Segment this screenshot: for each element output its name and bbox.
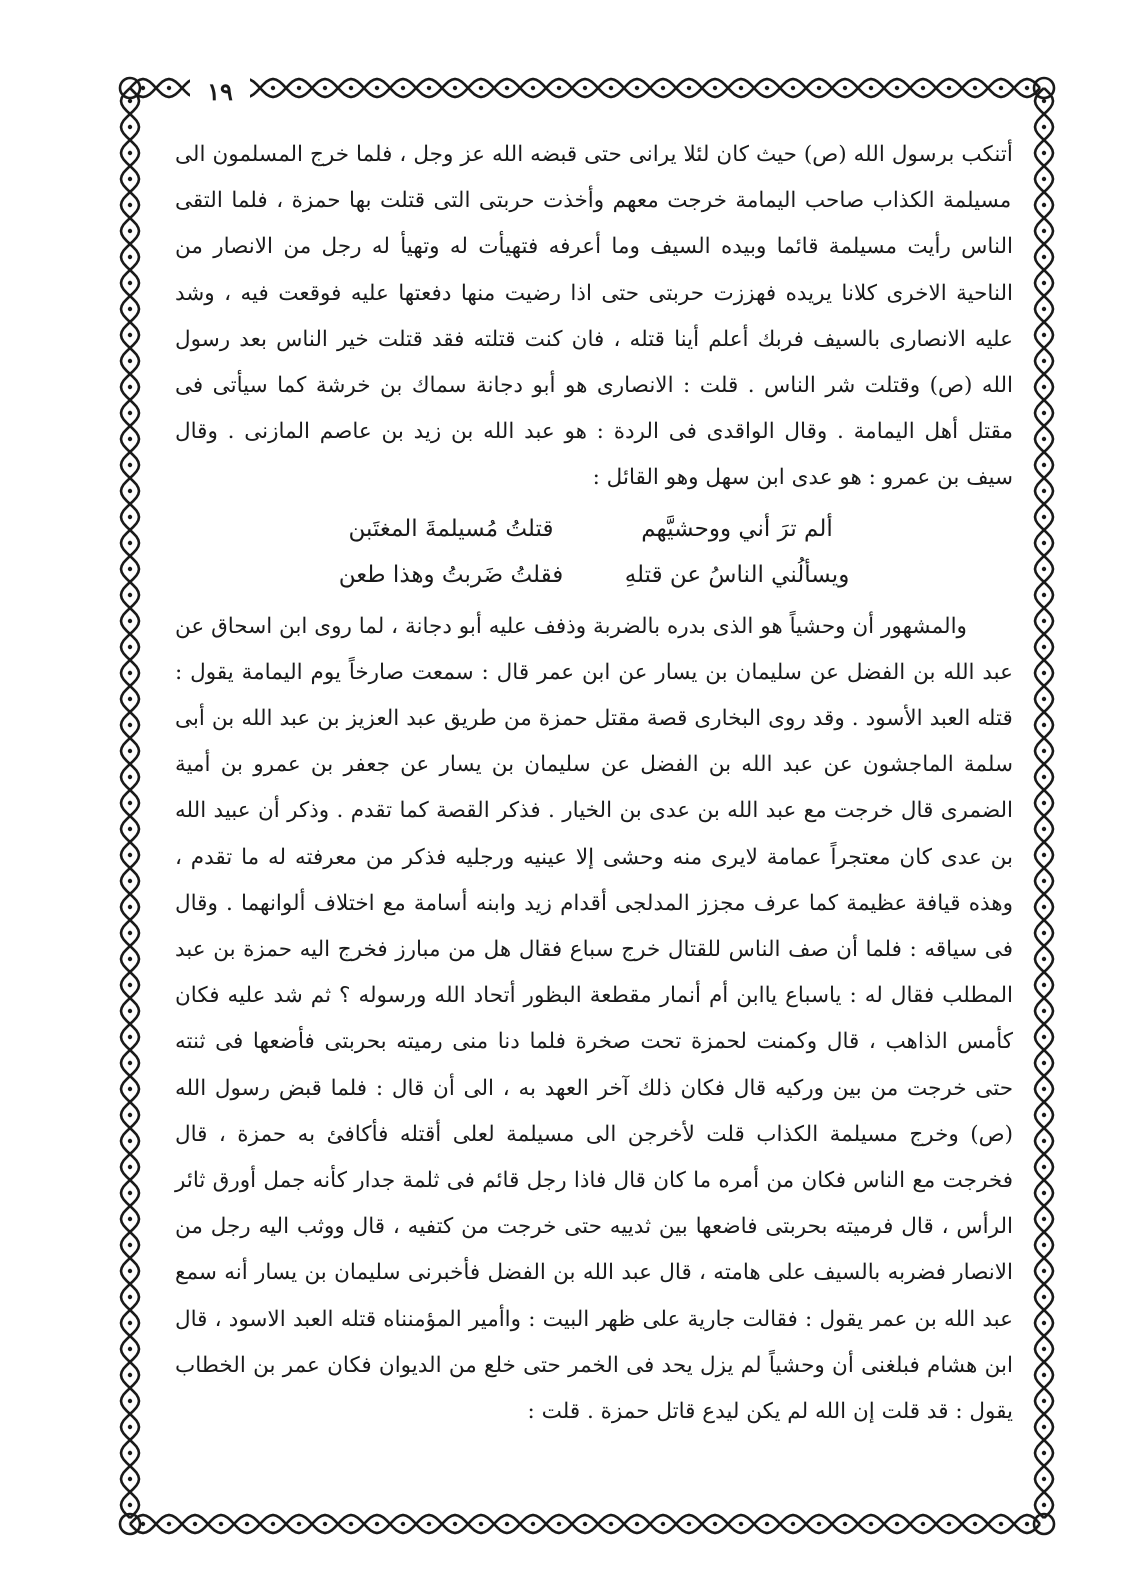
text-line: عبد الله بن الفضل عن سليمان بن يسار عن ابن عمر قال : سمعت صارخاً يوم اليمامة يقول : قتله <box>175 659 1013 732</box>
text-line: وقال الواقدى فى الردة : هو عبد الله بن زيد بن عاصم المازنى . وقال سيف بن عمرو : هو عدى <box>175 419 1013 491</box>
text-line: عظيمة كما عرف مجزز المدلجى أقدام زيد وابنه أسامة مع اختلاف ألوانهما . وقال فى سياقه : فلما <box>175 890 1013 963</box>
text-line: الاخرى كلانا يريده فهززت حربتى حتى اذا رضيت منها دفعتها عليه فوقعت فيه ، وشد عليه <box>175 280 1013 352</box>
verse-second-hemistich: فقلتُ ضَربتُ وهذا طعن <box>338 561 564 588</box>
text-line: كان معتجراً عمامة لايرى منه وحشى إلا عينيه ورجليه فذكر من معرفته له ما تقدم ، وهذه قيافة <box>175 844 1013 916</box>
page-body <box>175 132 1013 1517</box>
text-line: قال فاذا رجل قائم فى ثلمة جدار كأنه جمل أورق ثائر الرأس ، قال فرميته بحربتى فاضعها بين <box>175 1168 1013 1240</box>
text-line: وكمنت لحمزة تحت صخرة فلما دنا منى رميته بحربتى فأضعها فى ثنته حتى خرجت من بين وركيه <box>175 1029 1013 1101</box>
text-line: الانصارى بالسيف فربك أعلم أينا قتله ، فان كنت قتلته فقد قتلت خير الناس بعد رسول الله (ص) <box>175 326 1013 399</box>
paragraph-2 <box>175 604 1013 1436</box>
text-line: الناس رأيت مسيلمة قائما وبيده السيف وما أعرفه فتهيأت له وتهيأ له رجل من الانصار من الناحية <box>175 234 1013 306</box>
text-line: خلع من الديوان فكان عمر بن الخطاب يقول : قد قلت إن الله لم يكن ليدع قاتل حمزة . قلت : <box>175 1352 1013 1425</box>
text-line: قال فكان ذلك آخر العهد به ، الى أن قال : فلما قبض رسول الله (ص) وخرج مسيلمة الكذاب <box>175 1075 1013 1147</box>
page-number: ١٩ <box>190 72 250 112</box>
text-line: قال خرجت مع عبد الله بن عدى بن الخيار . فذكر القصة كما تقدم . وذكر أن عبيد الله بن عدى <box>175 798 1013 870</box>
text-line: أتنكب برسول الله (ص) حيث كان لئلا يرانى حتى قبضه الله عز وجل ، فلما خرج المسلمون الى <box>175 142 1013 167</box>
text-line: العبد الأسود . وقد روى البخارى قصة مقتل حمزة من طريق عبد العزيز بن عبد الله بن أبى <box>175 706 971 732</box>
text-line: مسيلمة الكذاب صاحب اليمامة خرجت معهم وأخذت حربتى التى قتلت بها حمزة ، فلما التقى <box>175 188 1012 214</box>
text-line: ابن سهل وهو القائل : <box>592 465 785 491</box>
text-line: البيت : واأمير المؤمنناه قتله العبد الاسود ، قال ابن هشام فبلغنى أن وحشياً لم يزل يحد فى الخمر حتى <box>175 1306 1013 1378</box>
text-line: عبد الله بن الفضل فأخبرنى سليمان بن يسار أنه سمع عبد الله بن عمر يقول : فقالت جارية على ظهر <box>175 1260 1013 1332</box>
text-line: قلت لأخرجن الى مسيلمة لعلى أقتله فأكافئ به حمزة ، قال فخرجت مع الناس فكان من أمره ما كان <box>175 1121 1013 1194</box>
poem <box>175 506 1013 598</box>
text-line: وقتلت شر الناس . قلت : الانصارى هو أبو دجانة سماك بن خرشة كما سيأتى فى مقتل أهل اليمامة . <box>175 373 1013 445</box>
poem-verse <box>175 552 1013 598</box>
text-line: سلمة الماجشون عن عبد الله بن الفضل عن سليمان بن يسار عن جعفر بن عمرو بن أمية الضمرى <box>175 752 1013 824</box>
text-line: والمشهور أن وحشياً هو الذى بدره بالضربة وذفف عليه أبو دجانة ، لما روى ابن اسحاق عن <box>175 613 967 639</box>
verse-second-hemistich: قتلتُ مُسيلمةَ المغتَبن <box>348 515 554 542</box>
verse-first-hemistich: ويسألُني الناسُ عن قتلهِ <box>624 561 850 588</box>
text-line: أن صف الناس للقتال خرج سباع فقال هل من مبارز فخرج اليه حمزة بن عبد المطلب فقال له : <box>175 937 1013 1009</box>
text-line: ثدييه حتى خرجت من كتفيه ، قال ووثب اليه رجل من الانصار فضربه بالسيف على هامته ، قال <box>175 1214 1013 1286</box>
text-line: ياسباع ياابن أم أنمار مقطعة البظور أتحاد الله ورسوله ؟ ثم شد عليه فكان كأمس الذاهب ، قال <box>175 983 1014 1055</box>
poem-verse <box>175 506 1013 552</box>
paragraph-1 <box>175 132 1013 502</box>
verse-first-hemistich: ألم ترَ أني ووحشيَّهم <box>641 515 833 542</box>
